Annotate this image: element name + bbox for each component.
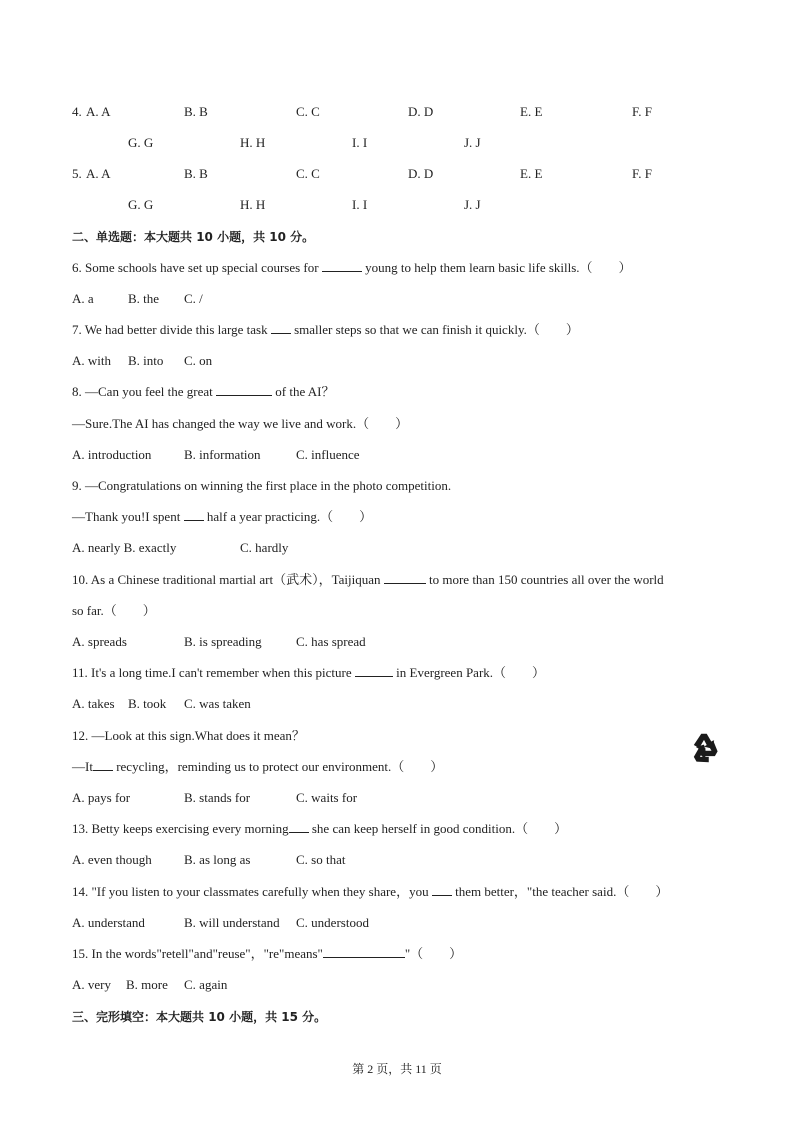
option: A. nearly B. exactly	[72, 540, 177, 555]
question-stem: 13. Betty keeps exercising every morning she can keep herself in good condition.（ ）	[72, 821, 568, 836]
option: D. D	[408, 104, 434, 119]
answer-blank	[271, 322, 291, 334]
question-stem-continued: so far.（ ）	[72, 603, 156, 618]
option: F. F	[632, 166, 652, 181]
question-dialogue-line: —Thank you!I spent half a year practicing.（ ）	[72, 509, 373, 524]
answer-blank	[432, 884, 452, 896]
option: C. C	[296, 104, 320, 119]
option: I. I	[352, 197, 368, 212]
option: A. very	[72, 977, 111, 992]
option: B. as long as	[184, 852, 251, 867]
answer-blank	[289, 821, 309, 833]
option: C. C	[296, 166, 320, 181]
question-stem: 15. In the words"retell"and"reuse"，"re"means" "（ ）	[72, 946, 463, 961]
option: E. E	[520, 166, 543, 181]
answer-blank	[184, 509, 204, 521]
question-number: 5.	[72, 166, 82, 181]
option: B. B	[184, 104, 208, 119]
option: C. influence	[296, 447, 360, 462]
question-stem: 7. We had better divide this large task smaller steps so that we can finish it quickly.（ ）	[72, 322, 579, 337]
option: G. G	[128, 135, 154, 150]
option: C. has spread	[296, 634, 366, 649]
option: C. was taken	[184, 696, 251, 711]
page-footer: 第 2 页，共 11 页	[352, 1062, 442, 1076]
question-stem: 14. "If you listen to your classmates carefully when they share，you them better，"the teacher said.（ ）	[72, 884, 669, 899]
option: J. J	[464, 197, 481, 212]
option: A. A	[86, 104, 111, 119]
answer-blank	[216, 384, 272, 396]
question-stem: 12. —Look at this sign.What does it mean？	[72, 728, 305, 743]
option: A. even though	[72, 852, 152, 867]
option: C. /	[184, 291, 203, 306]
option: C. understood	[296, 915, 369, 930]
question-number: 4.	[72, 104, 82, 119]
question-dialogue-line: —It recycling，reminding us to protect our environment.（ ）	[72, 759, 444, 774]
option: A. introduction	[72, 447, 152, 462]
option: H. H	[240, 135, 266, 150]
question-dialogue-line: —Sure.The AI has changed the way we live and work.（ ）	[72, 416, 409, 431]
option: B. into	[128, 353, 164, 368]
option: G. G	[128, 197, 154, 212]
answer-blank	[355, 665, 393, 677]
option: B. information	[184, 447, 261, 462]
option: A. pays for	[72, 790, 131, 805]
option: F. F	[632, 104, 652, 119]
question-stem: 11. It's a long time.I can't remember when this picture in Evergreen Park.（ ）	[72, 665, 546, 680]
option: C. so that	[296, 852, 346, 867]
answer-blank	[323, 946, 405, 958]
section-heading: 二、单选题：本大题共 10 小题，共 10 分。	[72, 230, 315, 244]
option: E. E	[520, 104, 543, 119]
option: H. H	[240, 197, 266, 212]
option: A. a	[72, 291, 94, 306]
option: B. stands for	[184, 790, 251, 805]
question-stem: 6. Some schools have set up special courses for young to help them learn basic life skills.（ ）	[72, 260, 632, 275]
option: B. will understand	[184, 915, 280, 930]
answer-blank	[93, 759, 113, 771]
option: I. I	[352, 135, 368, 150]
option: C. again	[184, 977, 228, 992]
option: A. A	[86, 166, 111, 181]
option: A. spreads	[72, 634, 127, 649]
question-stem: 10. As a Chinese traditional martial art（武术），Taijiquan to more than 150 countries all over the world	[72, 572, 664, 587]
option: J. J	[464, 135, 481, 150]
option: C. hardly	[240, 540, 289, 555]
section-heading: 三、完形填空：本大题共 10 小题，共 15 分。	[72, 1010, 327, 1024]
option: B. the	[128, 291, 160, 306]
answer-blank	[384, 572, 426, 584]
option: B. B	[184, 166, 208, 181]
answer-blank	[322, 260, 362, 272]
option: B. took	[128, 696, 167, 711]
option: D. D	[408, 166, 434, 181]
option: A. takes	[72, 696, 115, 711]
option: A. with	[72, 353, 111, 368]
option: A. understand	[72, 915, 145, 930]
option: C. on	[184, 353, 213, 368]
option: B. is spreading	[184, 634, 262, 649]
question-stem: 8. —Can you feel the great of the AI？	[72, 384, 335, 399]
option: B. more	[126, 977, 168, 992]
recycle-icon	[686, 731, 722, 765]
option: C. waits for	[296, 790, 358, 805]
question-stem: 9. —Congratulations on winning the first place in the photo competition.	[72, 478, 452, 493]
